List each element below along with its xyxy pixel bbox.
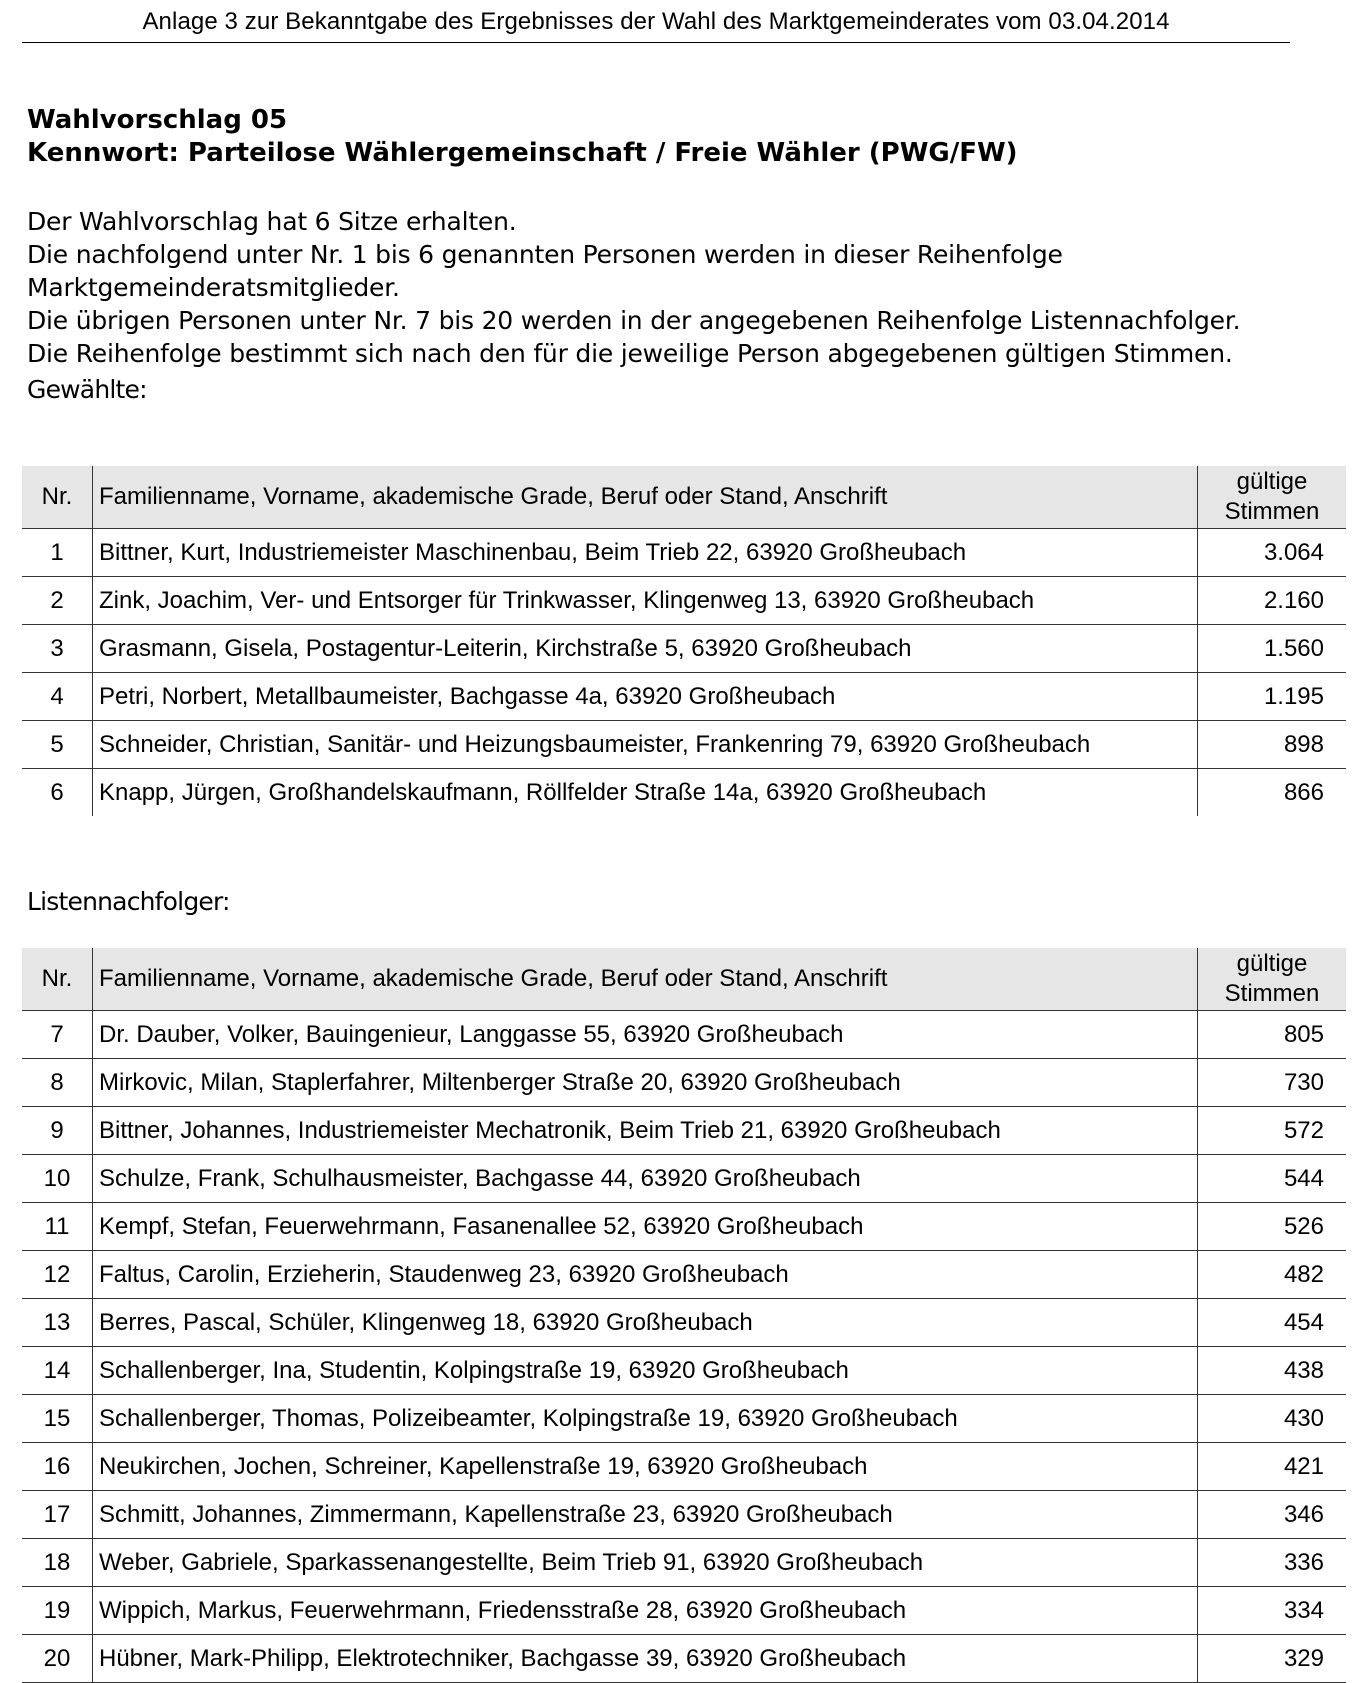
table-row — [22, 1635, 1346, 1683]
row-number: 20 — [22, 1635, 93, 1683]
row-number: 10 — [22, 1155, 93, 1203]
valid-votes: 438 — [1198, 1347, 1347, 1395]
intro-line: Die nachfolgend unter Nr. 1 bis 6 genannten Personen werden in dieser Reihenfolge — [27, 240, 1063, 269]
table-row — [22, 577, 1346, 625]
candidate-details: Grasmann, Gisela, Postagentur-Leiterin, Kirchstraße 5, 63920 Großheubach — [93, 625, 1198, 673]
candidate-details: Zink, Joachim, Ver- und Entsorger für Trinkwasser, Klingenweg 13, 63920 Großheubach — [93, 577, 1198, 625]
valid-votes: 2.160 — [1198, 577, 1347, 625]
table-header-row — [22, 948, 1346, 1011]
row-number: 8 — [22, 1059, 93, 1107]
row-number: 7 — [22, 1011, 93, 1059]
proposal-keyword: Kennwort: Parteilose Wählergemeinschaft / Freie Wähler (PWG/FW) — [27, 138, 1018, 168]
table-row — [22, 1587, 1346, 1635]
candidate-details: Weber, Gabriele, Sparkassenangestellte, Beim Trieb 91, 63920 Großheubach — [93, 1539, 1198, 1587]
valid-votes: 336 — [1198, 1539, 1347, 1587]
table-row — [22, 721, 1346, 769]
elected-table-body — [22, 529, 1346, 817]
table-row — [22, 625, 1346, 673]
candidate-details: Schmitt, Johannes, Zimmermann, Kapellenstraße 23, 63920 Großheubach — [93, 1491, 1198, 1539]
candidate-details: Schallenberger, Thomas, Polizeibeamter, Kolpingstraße 19, 63920 Großheubach — [93, 1395, 1198, 1443]
candidate-details: Schallenberger, Ina, Studentin, Kolpingstraße 19, 63920 Großheubach — [93, 1347, 1198, 1395]
candidate-details: Kempf, Stefan, Feuerwehrmann, Fasanenallee 52, 63920 Großheubach — [93, 1203, 1198, 1251]
valid-votes: 329 — [1198, 1635, 1347, 1683]
proposal-title: Wahlvorschlag 05 — [27, 105, 288, 135]
column-header-votes — [1198, 466, 1347, 529]
column-header-nr: Nr. — [22, 948, 93, 1011]
valid-votes: 421 — [1198, 1443, 1347, 1491]
candidate-details: Bittner, Kurt, Industriemeister Maschinenbau, Beim Trieb 22, 63920 Großheubach — [93, 529, 1198, 577]
valid-votes: 526 — [1198, 1203, 1347, 1251]
table-row — [22, 1155, 1346, 1203]
table-row — [22, 673, 1346, 721]
candidate-details: Dr. Dauber, Volker, Bauingenieur, Langgasse 55, 63920 Großheubach — [93, 1011, 1198, 1059]
intro-line: Marktgemeinderatsmitglieder. — [27, 273, 400, 302]
row-number: 13 — [22, 1299, 93, 1347]
valid-votes: 334 — [1198, 1587, 1347, 1635]
row-number: 12 — [22, 1251, 93, 1299]
row-number: 3 — [22, 625, 93, 673]
valid-votes: 572 — [1198, 1107, 1347, 1155]
row-number: 4 — [22, 673, 93, 721]
candidate-details: Bittner, Johannes, Industriemeister Mechatronik, Beim Trieb 21, 63920 Großheubach — [93, 1107, 1198, 1155]
valid-votes: 1.560 — [1198, 625, 1347, 673]
intro-line: Die Reihenfolge bestimmt sich nach den für die jeweilige Person abgegebenen gültigen Stimmen. — [27, 339, 1233, 368]
row-number: 11 — [22, 1203, 93, 1251]
candidate-details: Hübner, Mark-Philipp, Elektrotechniker, Bachgasse 39, 63920 Großheubach — [93, 1635, 1198, 1683]
table-row — [22, 1491, 1346, 1539]
table-row — [22, 1299, 1346, 1347]
valid-votes: 898 — [1198, 721, 1347, 769]
candidate-details: Berres, Pascal, Schüler, Klingenweg 18, 63920 Großheubach — [93, 1299, 1198, 1347]
row-number: 17 — [22, 1491, 93, 1539]
successors-table-body — [22, 1011, 1346, 1683]
row-number: 9 — [22, 1107, 93, 1155]
row-number: 16 — [22, 1443, 93, 1491]
candidate-details: Knapp, Jürgen, Großhandelskaufmann, Röllfelder Straße 14a, 63920 Großheubach — [93, 769, 1198, 817]
successors-label: Listennachfolger: — [27, 887, 230, 916]
valid-votes: 544 — [1198, 1155, 1347, 1203]
valid-votes: 805 — [1198, 1011, 1347, 1059]
table-header-row — [22, 466, 1346, 529]
votes-header-line2: Stimmen — [1224, 498, 1320, 525]
votes-header-line1: gültige — [1236, 468, 1308, 495]
column-header-nr: Nr. — [22, 466, 93, 529]
title-block — [27, 104, 1018, 170]
intro-line: Die übrigen Personen unter Nr. 7 bis 20 werden in der angegebenen Reihenfolge Listennachfolger. — [27, 306, 1241, 335]
column-header-votes — [1198, 948, 1347, 1011]
successors-table — [22, 948, 1346, 1683]
candidate-details: Petri, Norbert, Metallbaumeister, Bachgasse 4a, 63920 Großheubach — [93, 673, 1198, 721]
table-row — [22, 1539, 1346, 1587]
row-number: 14 — [22, 1347, 93, 1395]
votes-header-line1: gültige — [1236, 950, 1308, 977]
candidate-details: Schulze, Frank, Schulhausmeister, Bachgasse 44, 63920 Großheubach — [93, 1155, 1198, 1203]
row-number: 19 — [22, 1587, 93, 1635]
table-row — [22, 1251, 1346, 1299]
votes-header-line2: Stimmen — [1224, 980, 1320, 1007]
candidate-details: Faltus, Carolin, Erzieherin, Staudenweg 23, 63920 Großheubach — [93, 1251, 1198, 1299]
document-header: Anlage 3 zur Bekanntgabe des Ergebnisses der Wahl des Marktgemeinderates vom 03.04.2014 — [22, 8, 1290, 43]
valid-votes: 346 — [1198, 1491, 1347, 1539]
valid-votes: 730 — [1198, 1059, 1347, 1107]
candidate-details: Wippich, Markus, Feuerwehrmann, Friedensstraße 28, 63920 Großheubach — [93, 1587, 1198, 1635]
row-number: 18 — [22, 1539, 93, 1587]
valid-votes: 482 — [1198, 1251, 1347, 1299]
row-number: 2 — [22, 577, 93, 625]
row-number: 6 — [22, 769, 93, 817]
table-row — [22, 1395, 1346, 1443]
table-row — [22, 769, 1346, 817]
valid-votes: 454 — [1198, 1299, 1347, 1347]
table-row — [22, 1443, 1346, 1491]
candidate-details: Neukirchen, Jochen, Schreiner, Kapellenstraße 19, 63920 Großheubach — [93, 1443, 1198, 1491]
candidate-details: Schneider, Christian, Sanitär- und Heizungsbaumeister, Frankenring 79, 63920 Großheubach — [93, 721, 1198, 769]
table-row — [22, 1347, 1346, 1395]
valid-votes: 3.064 — [1198, 529, 1347, 577]
table-row — [22, 1203, 1346, 1251]
row-number: 15 — [22, 1395, 93, 1443]
table-row — [22, 1107, 1346, 1155]
table-row — [22, 529, 1346, 577]
intro-line: Der Wahlvorschlag hat 6 Sitze erhalten. — [27, 207, 517, 236]
elected-label: Gewählte: — [27, 375, 147, 404]
row-number: 1 — [22, 529, 93, 577]
table-row — [22, 1011, 1346, 1059]
valid-votes: 1.195 — [1198, 673, 1347, 721]
column-header-name: Familienname, Vorname, akademische Grade, Beruf oder Stand, Anschrift — [93, 948, 1198, 1011]
valid-votes: 866 — [1198, 769, 1347, 817]
table-row — [22, 1059, 1346, 1107]
candidate-details: Mirkovic, Milan, Staplerfahrer, Miltenberger Straße 20, 63920 Großheubach — [93, 1059, 1198, 1107]
elected-table — [22, 466, 1346, 816]
intro-paragraph — [27, 205, 1240, 370]
valid-votes: 430 — [1198, 1395, 1347, 1443]
row-number: 5 — [22, 721, 93, 769]
column-header-name: Familienname, Vorname, akademische Grade, Beruf oder Stand, Anschrift — [93, 466, 1198, 529]
